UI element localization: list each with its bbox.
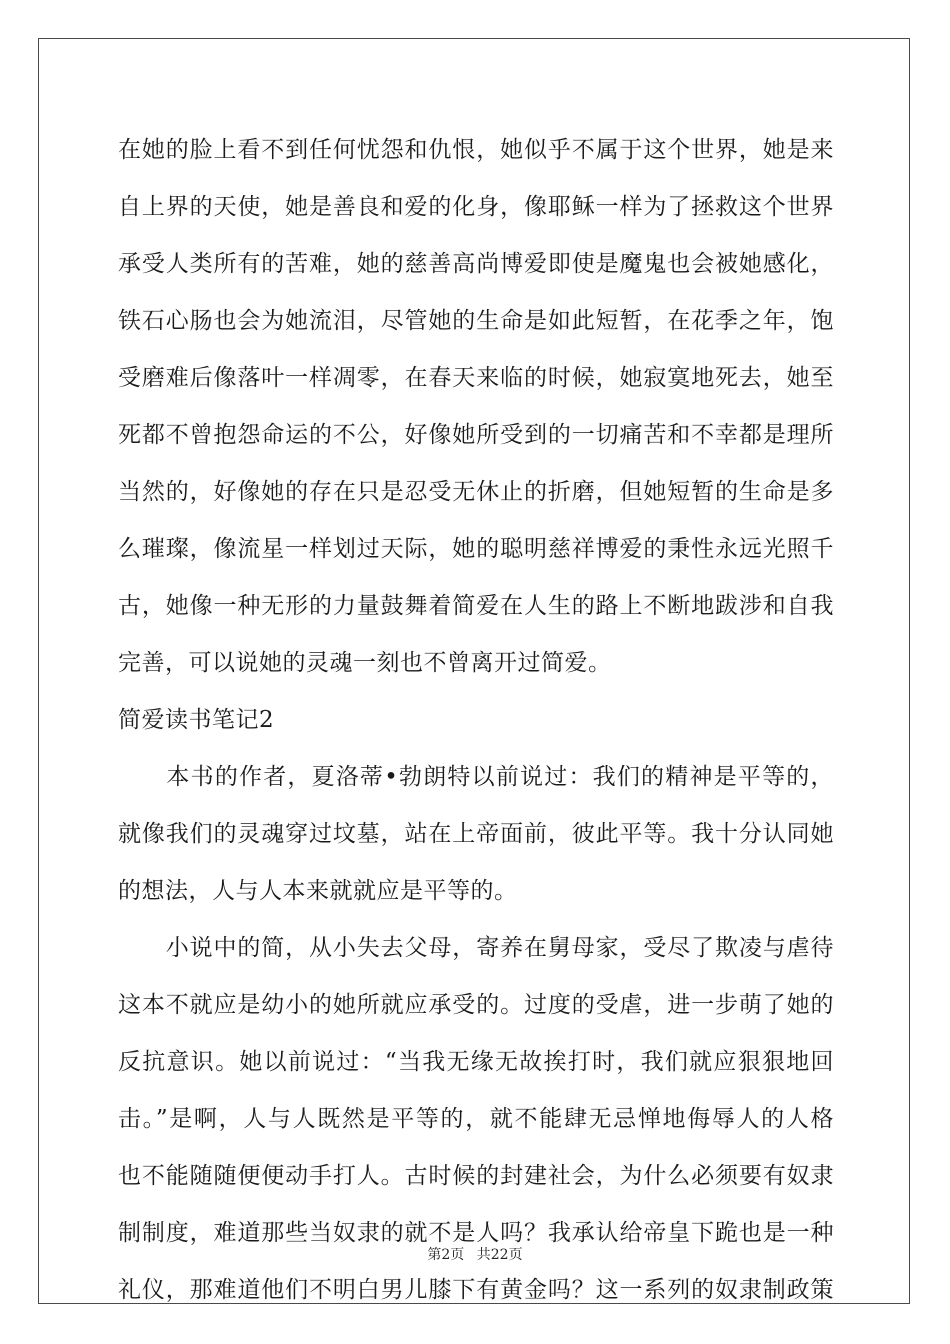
page-total: 共22页	[476, 1247, 523, 1263]
text-line: 击。”是啊，人与人既然是平等的，就不能肆无忌惮地侮辱人的人格	[118, 1106, 834, 1132]
paragraph	[118, 122, 834, 692]
page-footer	[0, 1244, 950, 1264]
text-line: 自上界的天使，她是善良和爱的化身，像耶稣一样为了拯救这个世界	[118, 194, 834, 220]
text-line: 礼仪，那难道他们不明白男儿膝下有黄金吗？这一系列的奴隶制政策	[118, 1277, 834, 1303]
page-number: 第2页	[427, 1247, 465, 1263]
text-line: 死都不曾抱怨命运的不公，好像她所受到的一切痛苦和不幸都是理所	[118, 422, 834, 448]
text-line: 完善，可以说她的灵魂一刻也不曾离开过简爱。	[118, 650, 612, 676]
document-body	[118, 122, 834, 1319]
text-line: 古，她像一种无形的力量鼓舞着简爱在人生的路上不断地跋涉和自我	[118, 593, 834, 619]
text-line: 反抗意识。她以前说过：“当我无缘无故挨打时，我们就应狠狠地回	[118, 1049, 834, 1075]
section-heading: 简爱读书笔记2	[118, 707, 275, 733]
text-line: 受磨难后像落叶一样凋零，在春天来临的时候，她寂寞地死去，她至	[118, 365, 834, 391]
paragraph	[118, 749, 834, 920]
text-line: 这本不就应是幼小的她所就应承受的。过度的受虐，进一步萌了她的	[118, 992, 834, 1018]
text-line: 在她的脸上看不到任何忧怨和仇恨，她似乎不属于这个世界，她是来	[118, 137, 834, 163]
text-line: 小说中的简，从小失去父母，寄养在舅母家，受尽了欺凌与虐待	[118, 935, 834, 961]
text-line: 也不能随随便便动手打人。古时候的封建社会，为什么必须要有奴隶	[118, 1163, 834, 1189]
text-line: 承受人类所有的苦难，她的慈善高尚博爱即使是魔鬼也会被她感化，	[118, 251, 834, 277]
text-line: 当然的，好像她的存在只是忍受无休止的折磨，但她短暂的生命是多	[118, 479, 834, 505]
text-line: 铁石心肠也会为她流泪，尽管她的生命是如此短暂，在花季之年，饱	[118, 308, 834, 334]
text-line: 的想法，人与人本来就就应是平等的。	[118, 878, 518, 904]
text-line: 就像我们的灵魂穿过坟墓，站在上帝面前，彼此平等。我十分认同她	[118, 821, 834, 847]
text-line: 么璀璨，像流星一样划过天际，她的聪明慈祥博爱的秉性永远光照千	[118, 536, 834, 562]
text-line: 制制度，难道那些当奴隶的就不是人吗？我承认给帝皇下跪也是一种	[118, 1220, 834, 1246]
text-line: 本书的作者，夏洛蒂•勃朗特以前说过：我们的精神是平等的，	[118, 764, 834, 790]
